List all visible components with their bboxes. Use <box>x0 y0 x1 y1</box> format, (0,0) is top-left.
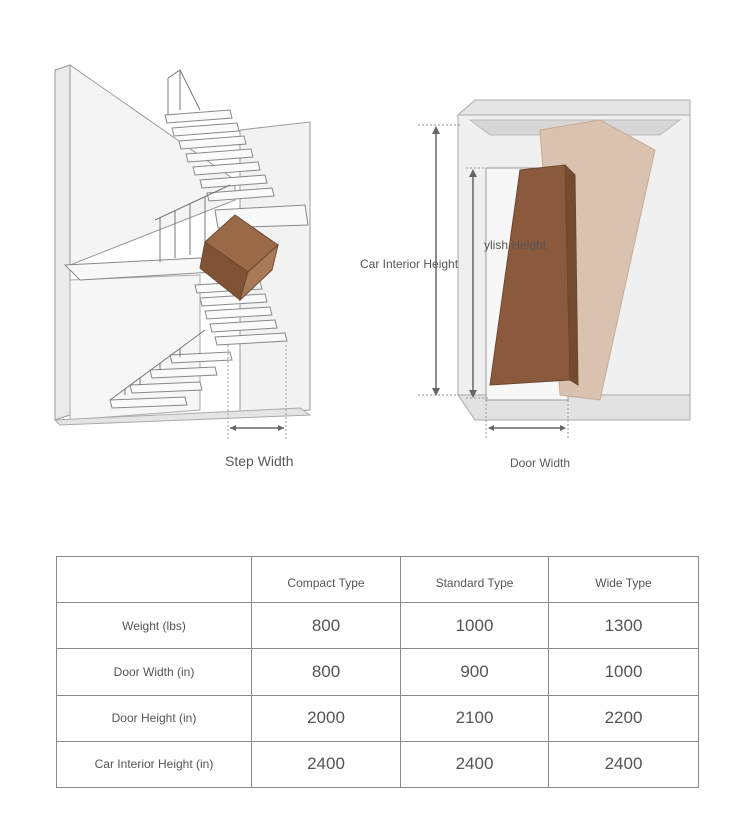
table-cell: 2000 <box>252 695 401 741</box>
table-cell: 800 <box>252 603 401 649</box>
table-row <box>57 741 699 787</box>
table-cell: 1000 <box>401 603 549 649</box>
car-interior-height-label: Car Interior Height <box>360 257 459 271</box>
column-wide-type: Wide Type <box>595 575 652 590</box>
table-row <box>57 603 699 649</box>
row-label-door-height: Door Height (in) <box>57 695 252 741</box>
table-row <box>57 649 699 695</box>
step-width-label: Step Width <box>225 453 294 469</box>
table-cell: 800 <box>252 649 401 695</box>
table-cell: 900 <box>401 649 549 695</box>
table-header-cell <box>57 557 252 603</box>
table-cell: 1300 <box>549 603 699 649</box>
row-label-car-interior-height: Car Interior Height (in) <box>57 741 252 787</box>
door-width-label: Door Width <box>510 456 571 470</box>
elevator-car-drawing <box>418 100 690 440</box>
table-cell: 2400 <box>401 741 549 787</box>
table-row <box>57 695 699 741</box>
table-header-cell <box>252 557 401 603</box>
row-label-door-width: Door Width (in) <box>57 649 252 695</box>
staircase-drawing <box>55 65 310 440</box>
table-cell: 2400 <box>549 741 699 787</box>
spec-table <box>56 556 699 788</box>
table-cell: 2200 <box>549 695 699 741</box>
column-compact-type: Compact Type <box>287 575 365 590</box>
table-header-row <box>57 557 699 603</box>
table-header-cell <box>549 557 699 603</box>
table-cell: 1000 <box>549 649 699 695</box>
row-label-weight: Weight (lbs) <box>57 603 252 649</box>
table-cell: 2400 <box>252 741 401 787</box>
door-height-label: ylish Height <box>484 238 547 252</box>
table-header-cell <box>401 557 549 603</box>
column-standard-type: Standard Type <box>435 575 514 590</box>
table-cell: 2100 <box>401 695 549 741</box>
